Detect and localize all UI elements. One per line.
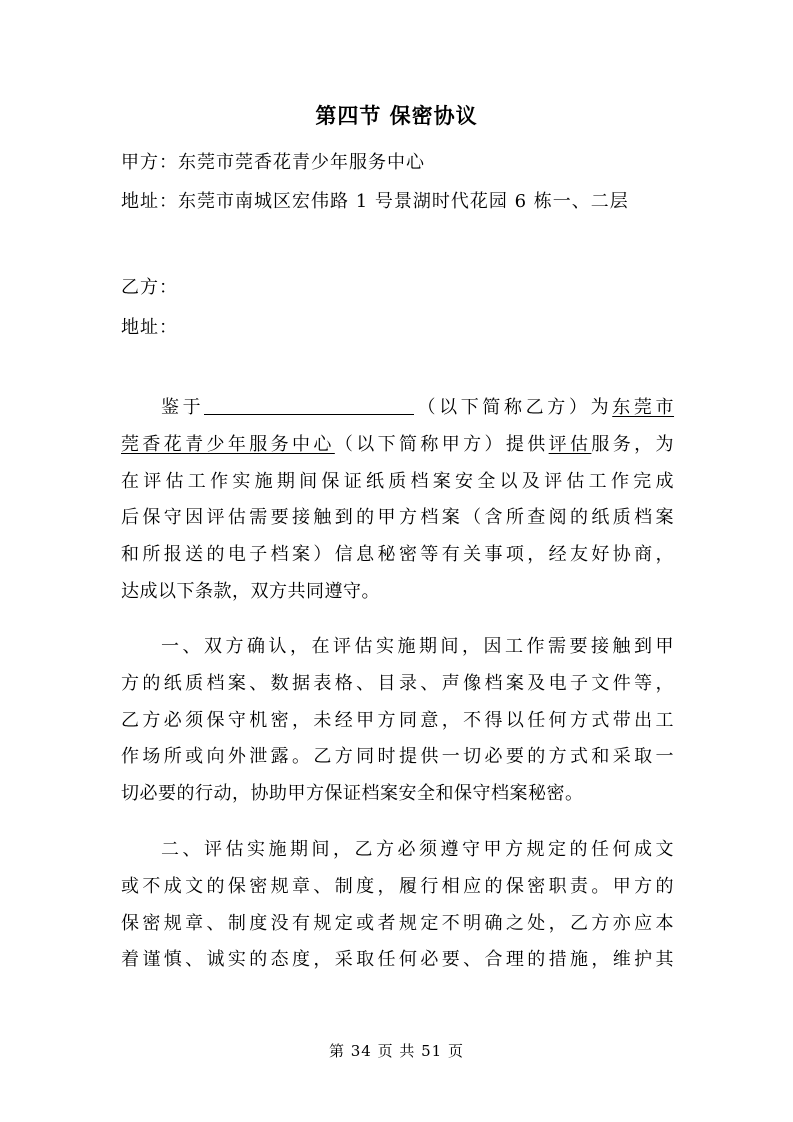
clause-2-line-4: 着谨慎、诚实的态度，采取任何必要、合理的措施，维护其 <box>121 949 674 971</box>
intro-line-4: 后保守因评估需要接触到的甲方档案（含所查阅的纸质档案 <box>121 507 674 529</box>
intro-line-6: 达成以下条款，双方共同遵守。 <box>121 580 380 602</box>
clause-1-line-4: 作场所或向外泄露。乙方同时提供一切必要的方式和采取一 <box>121 746 674 768</box>
clause-1-line-3: 乙方必须保守机密，未经甲方同意，不得以任何方式带出工 <box>121 709 674 731</box>
page-number-footer: 第 34 页 共 51 页 <box>328 1042 464 1060</box>
intro-line-1: 鉴于 （以下简称乙方）为东莞市 <box>161 397 675 418</box>
clause-1-line-1: 一、双方确认，在评估实施期间，因工作需要接触到甲 <box>161 636 674 657</box>
clause-1-line-2: 方的纸质档案、数据表格、目录、声像档案及电子文件等， <box>121 672 674 694</box>
party-a-line: 甲方：东莞市莞香花青少年服务中心 <box>121 152 425 173</box>
section-title: 第四节 保密协议 <box>315 103 478 128</box>
intro-line-2: 莞香花青少年服务中心（以下简称甲方）提供评估服务，为 <box>121 433 675 455</box>
intro-line-5: 和所报送的电子档案）信息秘密等有关事项，经友好协商， <box>121 544 674 566</box>
intro-line-3: 在评估工作实施期间保证纸质档案安全以及评估工作完成 <box>121 470 674 492</box>
clause-2-line-3: 保密规章、制度没有规定或者规定不明确之处，乙方亦应本 <box>121 912 674 934</box>
clause-2-paragraph <box>121 832 674 979</box>
clause-1-paragraph <box>121 629 674 813</box>
party-b-address-line: 地址： <box>121 317 178 338</box>
clause-2-line-1: 二、评估实施期间，乙方必须遵守甲方规定的任何成文 <box>161 839 674 860</box>
party-b-name-blank <box>204 396 414 415</box>
clause-1-line-5: 切必要的行动，协助甲方保证档案安全和保守档案秘密。 <box>121 783 584 805</box>
party-b-line: 乙方： <box>121 277 178 298</box>
clause-2-line-2: 或不成文的保密规章、制度，履行相应的保密职责。甲方的 <box>121 875 674 897</box>
party-a-address-line: 地址：东莞市南城区宏伟路 1 号景湖时代花园 6 栋一、二层 <box>121 191 629 212</box>
intro-paragraph <box>121 390 674 611</box>
